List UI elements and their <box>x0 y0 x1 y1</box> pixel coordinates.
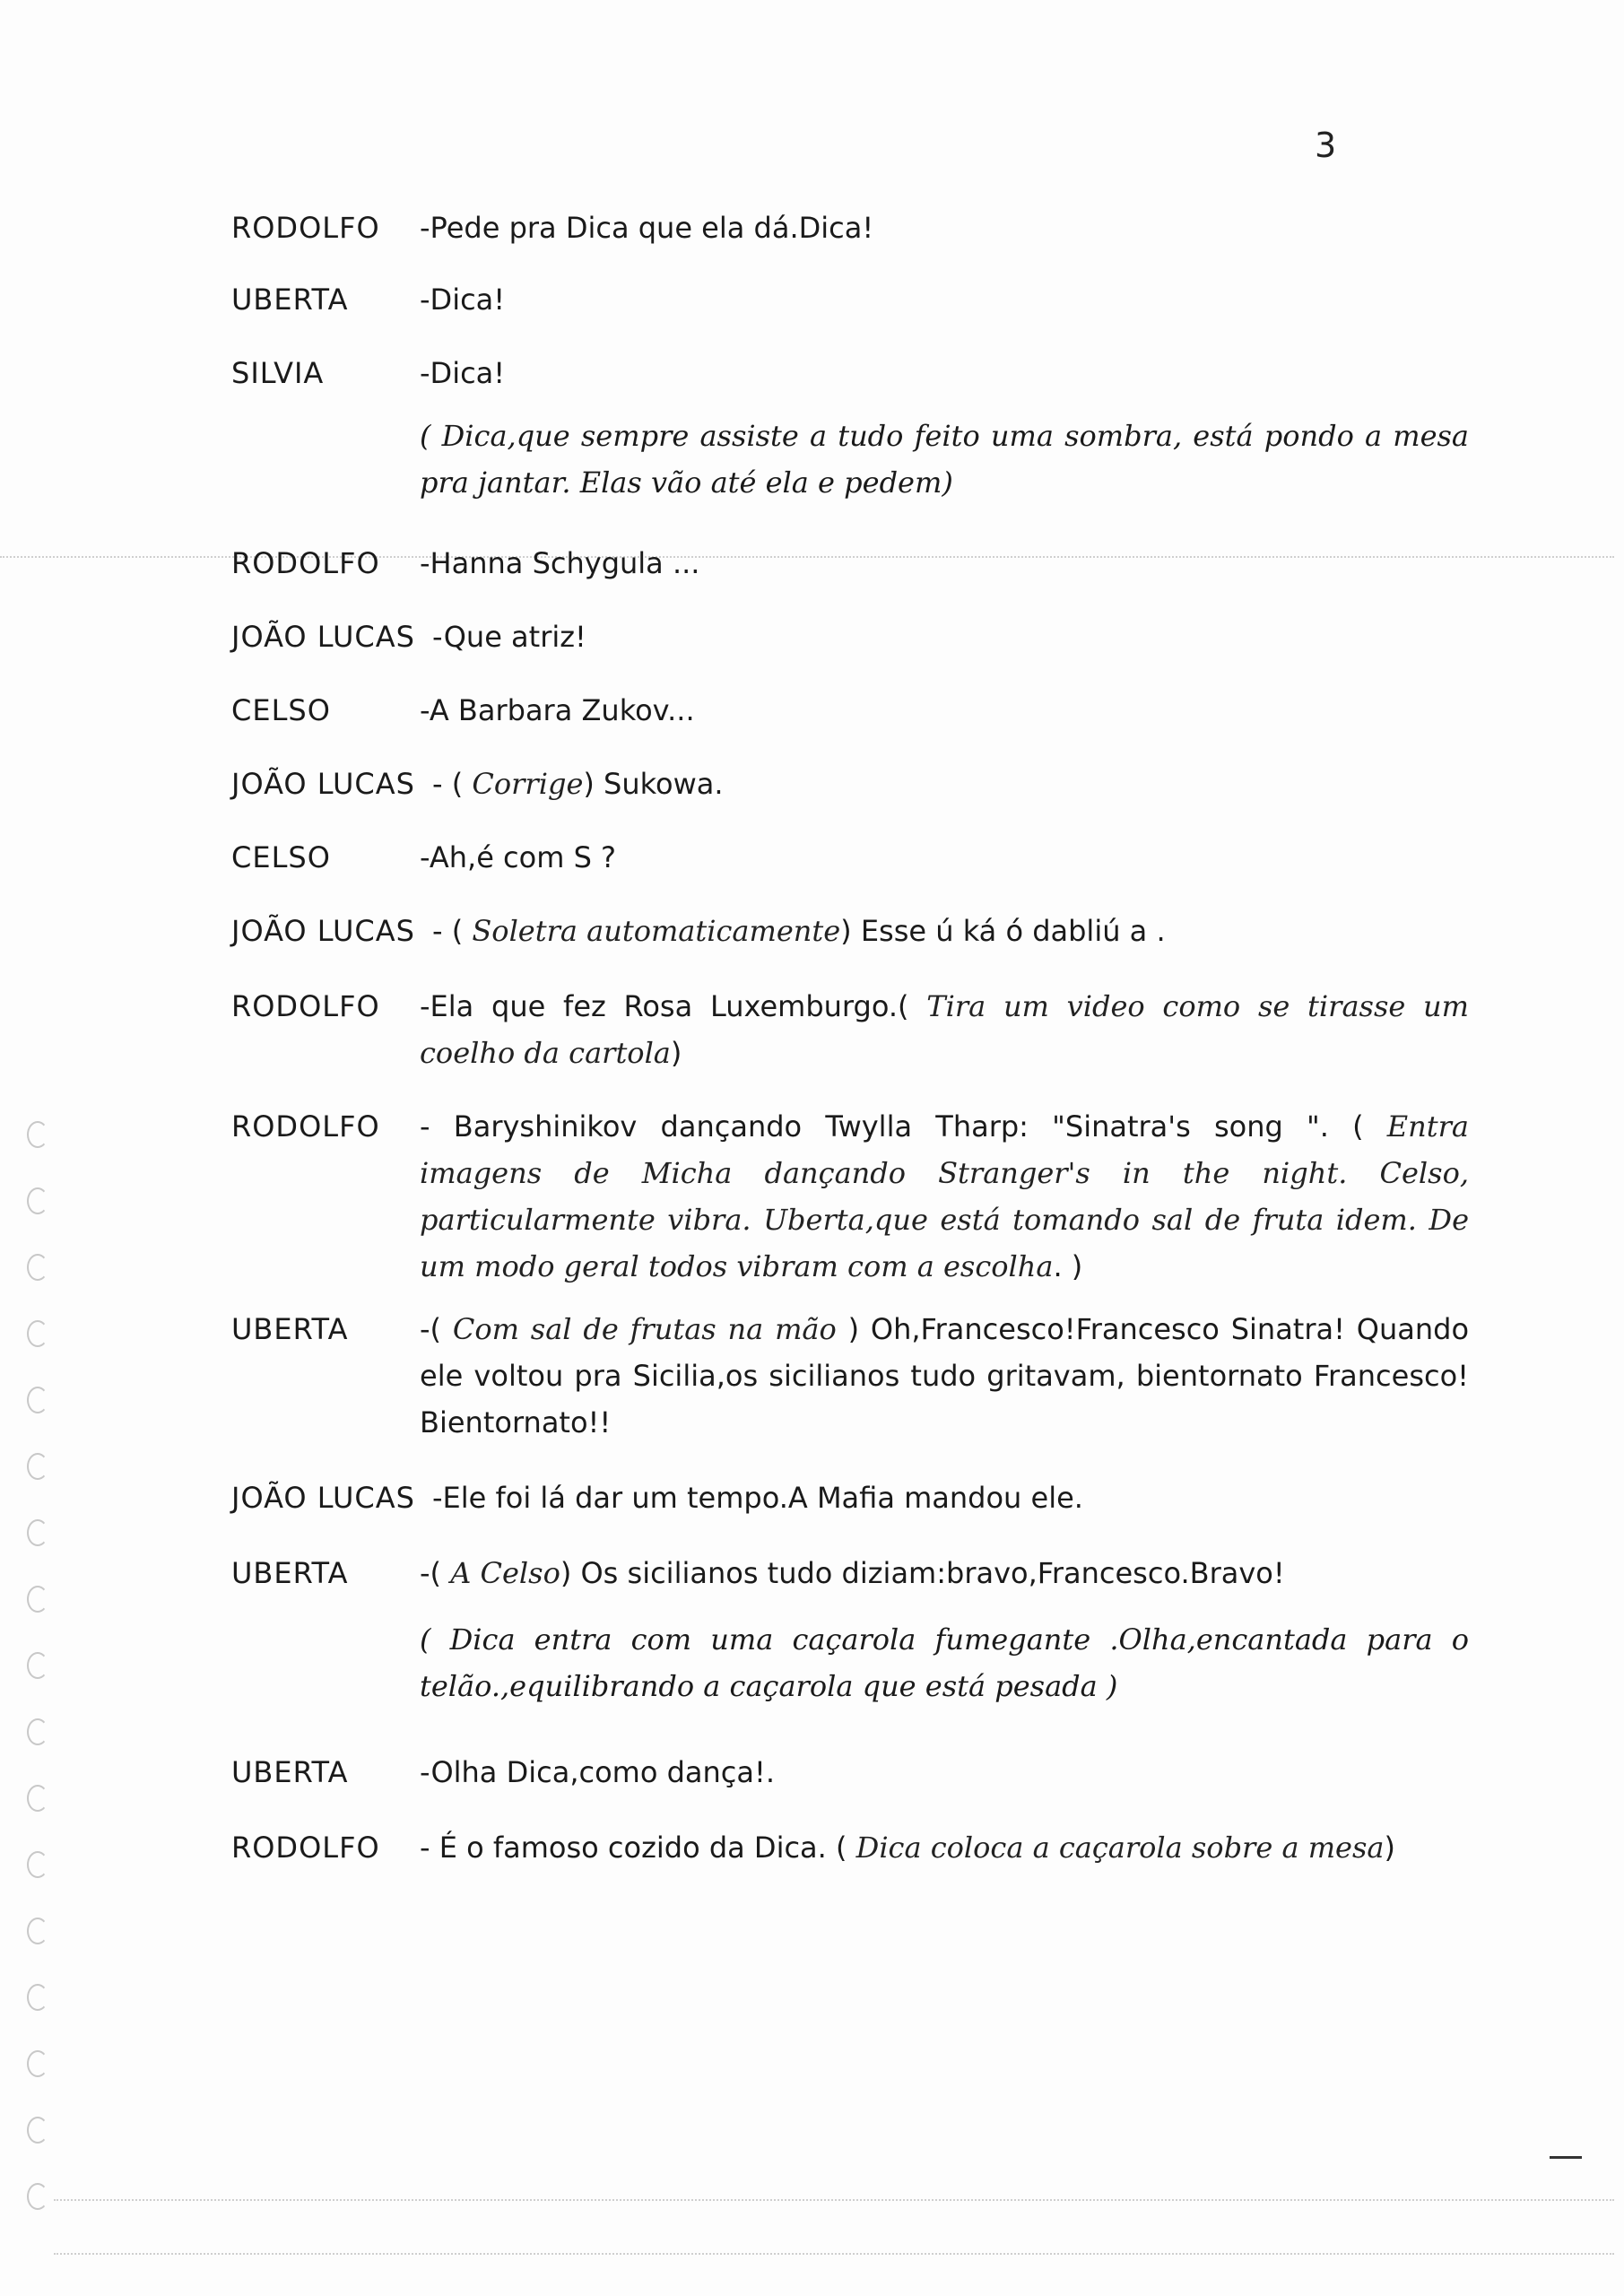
stage-note: A Celso <box>450 1556 560 1590</box>
binder-hole <box>27 1918 48 1944</box>
speech-text: -Olha Dica,como dança!. <box>420 1755 775 1789</box>
speaker-name: SILVIA <box>231 356 325 390</box>
stage-note: Entra imagens de Micha dançando Stranger's in the night. Celso, particularmente vibra. Uberta,que está tomando sal de fruta idem. De um modo geral todos vibram com a escolha <box>420 1109 1469 1283</box>
speaker-name: JOÃO LUCAS <box>231 767 415 801</box>
binder-hole <box>27 1652 48 1679</box>
binder-hole <box>27 2050 48 2077</box>
binder-hole <box>27 1718 48 1745</box>
speech-text: -Ela que fez Rosa Luxemburgo.( Tira um video como se tirasse um coelho da cartola) <box>420 989 1469 1070</box>
stage-note: Corrige <box>472 767 584 801</box>
speaker-name: JOÃO LUCAS <box>231 620 415 654</box>
speech-text: - Baryshinikov dançando Twylla Tharp: "Sinatra's song ". ( Entra imagens de Micha dançando Stranger's in the night. Celso, particularmente vibra. Uberta,que está tomando sal de fruta idem. De um modo geral todos vibram com a escolha. ) <box>420 1109 1469 1283</box>
speech-text: - ( Soletra automaticamente) Esse ú ká ó dabliú a . <box>432 914 1166 948</box>
binder-hole <box>27 1984 48 2011</box>
speaker-name: UBERTA <box>231 1556 349 1590</box>
speech-text: - ( Corrige) Sukowa. <box>432 767 724 801</box>
binder-hole <box>27 1121 48 1148</box>
stage-note: Dica coloca a caçarola sobre a mesa <box>855 1831 1385 1865</box>
binder-hole <box>27 1320 48 1347</box>
stage-note: Com sal de frutas na mão <box>452 1312 837 1346</box>
speech-text: -( A Celso) Os sicilianos tudo diziam:bravo,Francesco.Bravo! <box>420 1556 1285 1590</box>
binder-hole <box>27 1387 48 1413</box>
speaker-name: RODOLFO <box>231 1831 380 1865</box>
binder-hole <box>27 1453 48 1480</box>
stage-direction: ( Dica entra com uma caçarola fumegante .Olha,encantada para o telão.,equilibrando a caçarola que está pesada ) <box>420 1622 1469 1703</box>
speaker-name: RODOLFO <box>231 546 380 580</box>
binder-hole <box>27 2117 48 2144</box>
speaker-name: JOÃO LUCAS <box>231 914 415 948</box>
binder-holes <box>20 90 56 2278</box>
page-number: 3 <box>1315 126 1337 165</box>
stage-note: Soletra automaticamente <box>472 914 841 948</box>
binder-hole <box>27 1785 48 1812</box>
binder-hole <box>27 1187 48 1214</box>
stage-note: Tira um video como se tirasse um coelho da cartola <box>420 989 1469 1070</box>
margin-dash <box>1550 2156 1582 2159</box>
speech-text: -Que atriz! <box>432 620 586 654</box>
speaker-name: CELSO <box>231 693 331 727</box>
binder-hole <box>27 1586 48 1613</box>
speech-text: -Pede pra Dica que ela dá.Dica! <box>420 211 874 245</box>
speech-text: -( Com sal de frutas na mão ) Oh,Francesco!Francesco Sinatra! Quando ele voltou pra Sicilia,os sicilianos tudo gritavam, bientornato Francesco! Bientornato!! <box>420 1312 1470 1439</box>
speech-text: -Ah,é com S ? <box>420 840 617 874</box>
speech-text: -Dica! <box>420 356 506 390</box>
binder-hole <box>27 1519 48 1546</box>
speech-text: - É o famoso cozido da Dica. ( Dica coloca a caçarola sobre a mesa) <box>420 1831 1395 1865</box>
speaker-name: UBERTA <box>231 283 349 317</box>
perforation-line <box>54 2253 1614 2255</box>
binder-hole <box>27 2183 48 2210</box>
binder-hole <box>27 1254 48 1281</box>
perforation-line <box>54 2199 1614 2201</box>
speaker-name: CELSO <box>231 840 331 874</box>
speaker-name: RODOLFO <box>231 1109 380 1144</box>
speech-text: -Dica! <box>420 283 506 317</box>
stage-direction: ( Dica,que sempre assiste a tudo feito uma sombra, está pondo a mesa pra jantar. Elas vão até ela e pedem) <box>420 419 1469 500</box>
speaker-name: RODOLFO <box>231 989 380 1023</box>
speaker-name: JOÃO LUCAS <box>231 1481 415 1515</box>
speech-text: -Ele foi lá dar um tempo.A Mafia mandou ele. <box>432 1481 1083 1515</box>
binder-hole <box>27 1851 48 1878</box>
speaker-name: UBERTA <box>231 1755 349 1789</box>
speech-text: -A Barbara Zukov... <box>420 693 695 727</box>
speech-text: -Hanna Schygula ... <box>420 546 700 580</box>
speaker-name: RODOLFO <box>231 211 380 245</box>
speaker-name: UBERTA <box>231 1312 349 1346</box>
